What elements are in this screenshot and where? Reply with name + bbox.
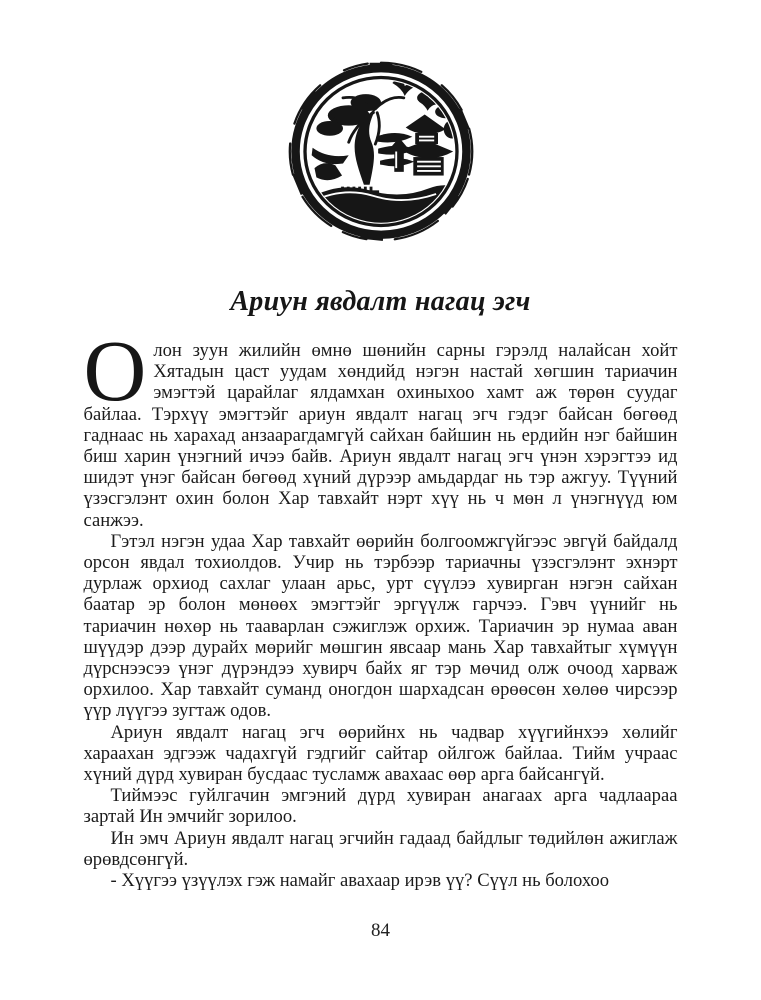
paragraph: Гэтэл нэгэн удаа Хар тавхайт өөрийн болгоомжгүйгээс эвгүй байдалд орсон явдал тохиолдов. Учир нь тэрбээр тариачны үзэсгэлэнт эхнэрт дурлаж орхиод сахлаг улаан арьс, урт сүүлээ хувирган нэгэн сайхан баатар эр болон мөнөөх эмэгтэйг эргүүлж гарчээ. Гэвч үүнийг нь тариачин нөхөр нь тааварлан сэжиглэж орхиж. Тариачин эр нумаа аван шүүдэр дээр дурайх мөрийг мөшгин явсаар мань Хар тавхайтыг хүмүүн дүрснээсээ үнэг дүрэндээ хувирч байх яг тэр мөчид олж очоод харваж орхилоо. Хар тавхайт суманд оногдон шархадсан өрөөсөн хөлөө чирсээр үүр лүүгээ зугтаж одов. (83, 530, 678, 722)
page-number: 84 (371, 920, 390, 942)
chapter-emblem (0, 0, 761, 244)
drop-cap: О (83, 322, 147, 419)
paragraph: Олон зуун жилийн өмнө шөнийн сарны гэрэлд налайсан хойт Хятадын цаст уудам хөндийд нэгэн настай хөгшин тариачин эмэгтэй царайлаг ялдамхан охиныхоо хамт аж төрөн суудаг байлаа. Тэрхүү эмэгтэйг ариун явдалт нагац эгч гэдэг байсан бөгөөд гаднаас нь харахад анзаарагдамгүй сайхан байшин нь ердийн нэг байшин биш харин үнэгний ичээ байв. Ариун явдалт нагац эгч үнэн хэрэгтээ ид шидэт үнэг байсан бөгөөд хүний дүрээр амьдардаг нь тэр ажгуу. Түүний үзэсгэлэнт охин болон Хар тавхайт нэрт хүү нь ч мөн л үнэгнүүд юм санжээ. (83, 322, 678, 531)
willow-pattern-woodcut-icon (286, 59, 476, 244)
chapter-title: Ариун явдалт нагац эгч (230, 286, 531, 317)
paragraph: - Хүүгээ үзүүлэх гэж намайг авахаар ирэв үү? Сүүл нь болохоо (110, 870, 610, 892)
paragraph: Тиймээс гуйлгачин эмгэний дүрд хувиран анагаах арга чадлаараа зартай Ин эмчийг зорилоо. (83, 785, 678, 828)
paragraph: Ариун явдалт нагац эгч өөрийнх нь чадвар хүүгийнхээ хөлийг хараахан эдгээж чадахгүй гэдгийг сайтар ойлгож байлаа. Тийм учраас хүний дүрд хувиран бусдаас тусламж авахаас өөр арга байсангүй. (83, 721, 678, 786)
body-text (83, 322, 678, 892)
paragraph: Ин эмч Ариун явдалт нагац эгчийн гадаад байдлыг төдийлөн ажиглаж өрөвдсөнгүй. (83, 827, 678, 870)
